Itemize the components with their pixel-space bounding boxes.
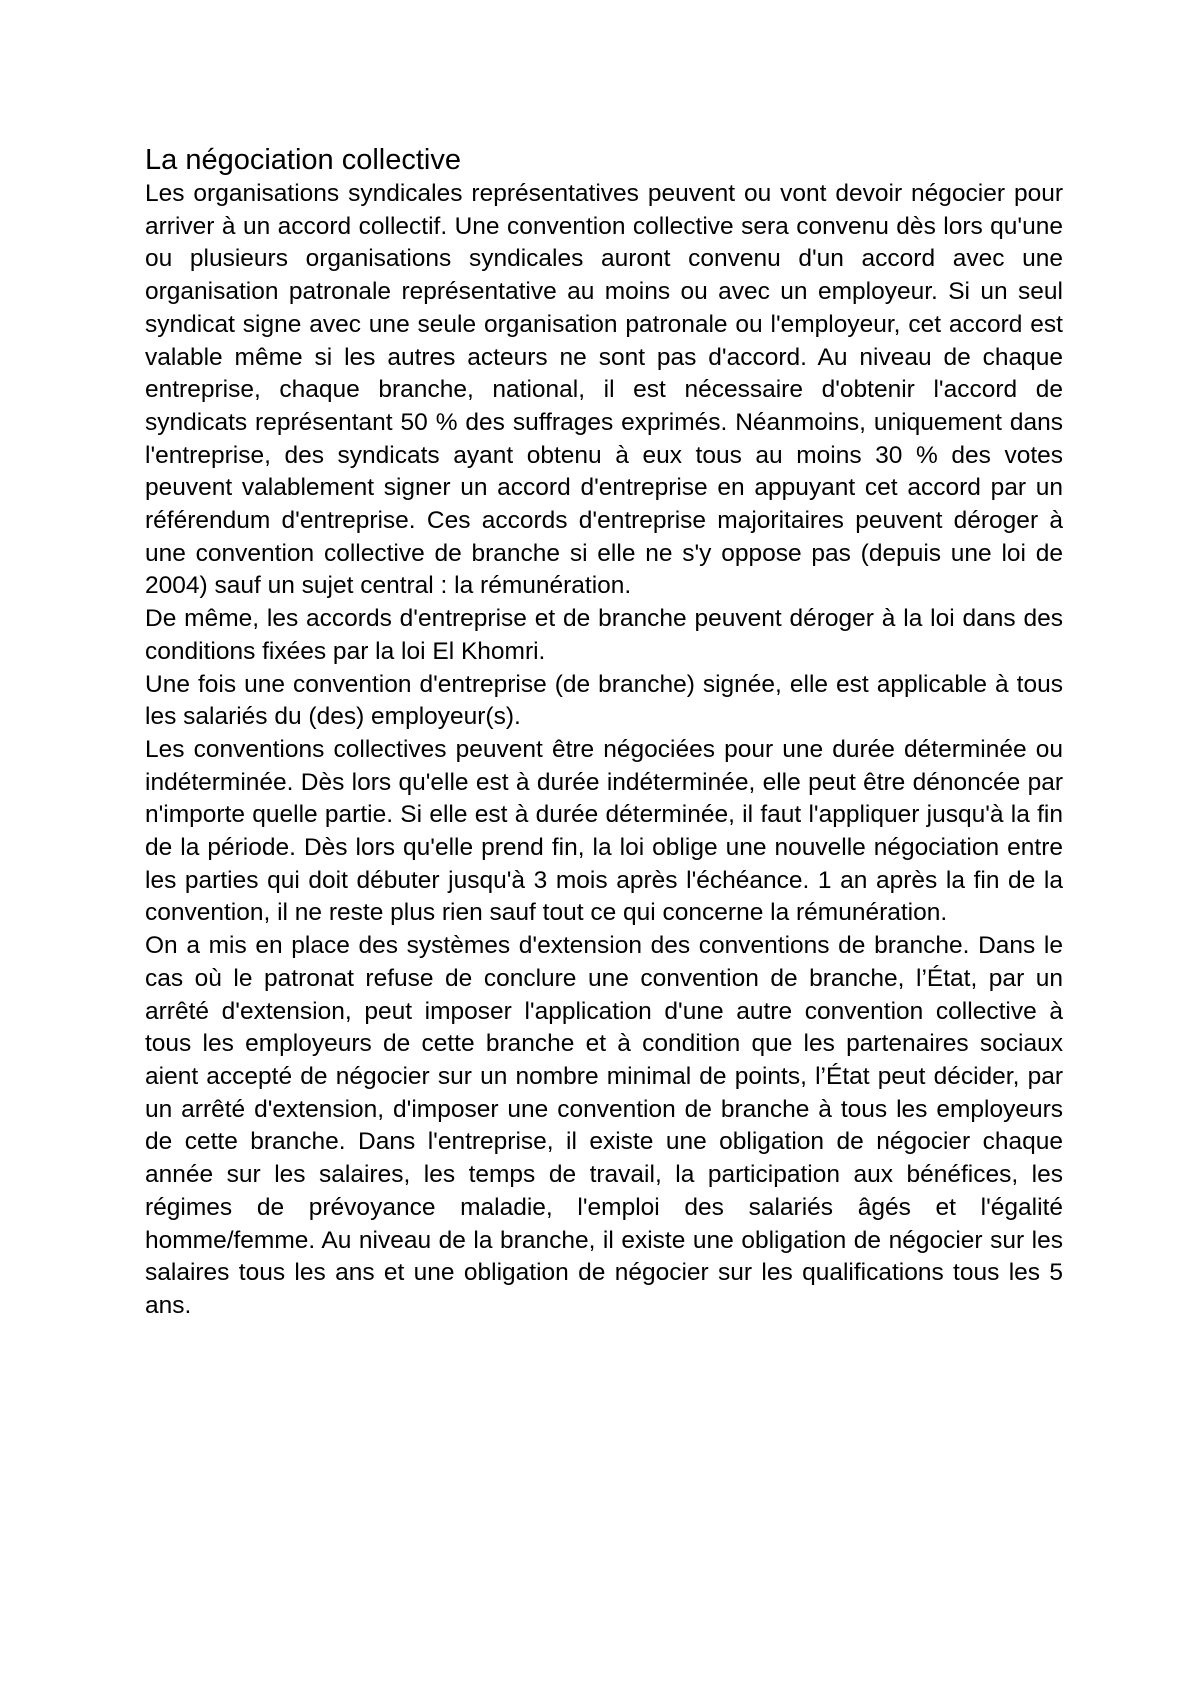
- paragraph-extension-branche: On a mis en place des systèmes d'extension des conventions de branche. Dans le cas où le patronat refuse de conclure une convention de branche, l’État, par un arrêté d'extension, peut imposer l'application d'une autre convention collective à tous les employeurs de cette branche et à condition que les partenaires sociaux aient accepté de négocier sur un nombre minimal de points, l’État peut décider, par un arrêté d'extension, d'imposer une convention de branche à tous les employeurs de cette branche. Dans l'entreprise, il existe une obligation de négocier chaque année sur les salaires, les temps de travail, la participation aux bénéfices, les régimes de prévoyance maladie, l'emploi des salariés âgés et l'égalité homme/femme. Au niveau de la branche, il existe une obligation de négocier sur les salaires tous les ans et une obligation de négocier sur les qualifications tous les 5 ans.: [145, 932, 1063, 1319]
- paragraph-derogation-loi: De même, les accords d'entreprise et de branche peuvent déroger à la loi dans des conditions fixées par la loi El Khomri.: [145, 605, 1063, 665]
- paragraph-duree-conventions: Les conventions collectives peuvent être négociées pour une durée déterminée ou indéterminée. Dès lors qu'elle est à durée indéterminée, elle peut être dénoncée par n'importe quelle partie. Si elle est à durée déterminée, il faut l'appliquer jusqu'à la fin de la période. Dès lors qu'elle prend fin, la loi oblige une nouvelle négociation entre les parties qui doit débuter jusqu'à 3 mois après l'échéance. 1 an après la fin de la convention, il ne reste plus rien sauf tout ce qui concerne la rémunération.: [145, 735, 1063, 927]
- document-page: [145, 142, 1063, 1323]
- paragraph-accords-majoritaires: Les organisations syndicales représentatives peuvent ou vont devoir négocier pour arriver à un accord collectif. Une convention collective sera convenu dès lors qu'une ou plusieurs organisations syndicales auront convenu d'un accord avec une organisation patronale représentative au moins ou avec un employeur. Si un seul syndicat signe avec une seule organisation patronale ou l'employeur, cet accord est valable même si les autres acteurs ne sont pas d'accord. Au niveau de chaque entreprise, chaque branche, national, il est nécessaire d'obtenir l'accord de syndicats représentant 50 % des suffrages exprimés. Néanmoins, uniquement dans l'entreprise, des syndicats ayant obtenu à eux tous au moins 30 % des votes peuvent valablement signer un accord d'entreprise en appuyant cet accord par un référendum d'entreprise. Ces accords d'entreprise majoritaires peuvent déroger à une convention collective de branche si elle ne s'y oppose pas (depuis une loi de 2004) sauf un sujet central : la rémunération.: [145, 180, 1063, 600]
- paragraph-application-salaries: Une fois une convention d'entreprise (de branche) signée, elle est applicable à tous les salariés du (des) employeur(s).: [145, 670, 1063, 731]
- document-title: La négociation collective: [145, 144, 461, 176]
